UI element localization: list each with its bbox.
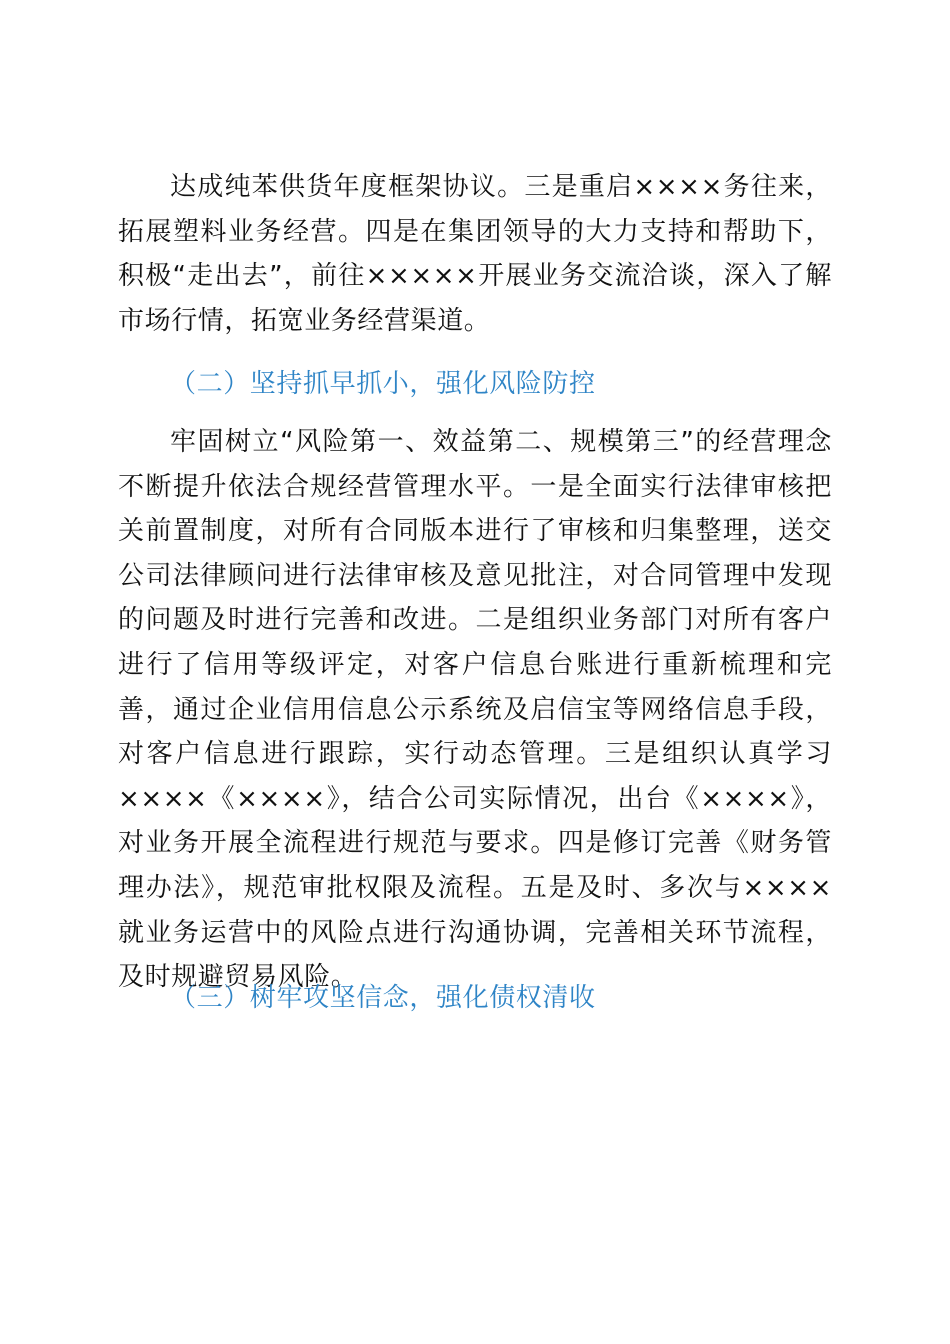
section-heading: （三）树牢攻坚信念，强化债权清收	[170, 983, 596, 1013]
section-heading: （二）坚持抓早抓小，强化风险防控	[170, 369, 596, 399]
body-paragraph: 达成纯苯供货年度框架协议。三是重启××××务往来，拓展塑料业务经营。四是在集团领导的大力支持和帮助下，积极“走出去”，前往×××××开展业务交流洽谈，深入了解市场行情，拓宽业务经营渠道。	[118, 172, 832, 336]
body-paragraph: 牢固树立“风险第一、效益第二、规模第三”的经营理念不断提升依法合规经营管理水平。一是全面实行法律审核把关前置制度，对所有合同版本进行了审核和归集整理，送交公司法律顾问进行法律审核及意见批注，对合同管理中发现的问题及时进行完善和改进。二是组织业务部门对所有客户进行了信用等级评定，对客户信息台账进行重新梳理和完善，通过企业信用信息公示系统及启信宝等网络信息手段，对客户信息进行跟踪，实行动态管理。三是组织认真学习××××《××××》，结合公司实际情况，出台《××××》，对业务开展全流程进行规范与要求。四是修订完善《财务管理办法》，规范审批权限及流程。五是及时、多次与××××就业务运营中的风险点进行沟通协调，完善相关环节流程，及时规避贸易风险。	[118, 427, 832, 993]
